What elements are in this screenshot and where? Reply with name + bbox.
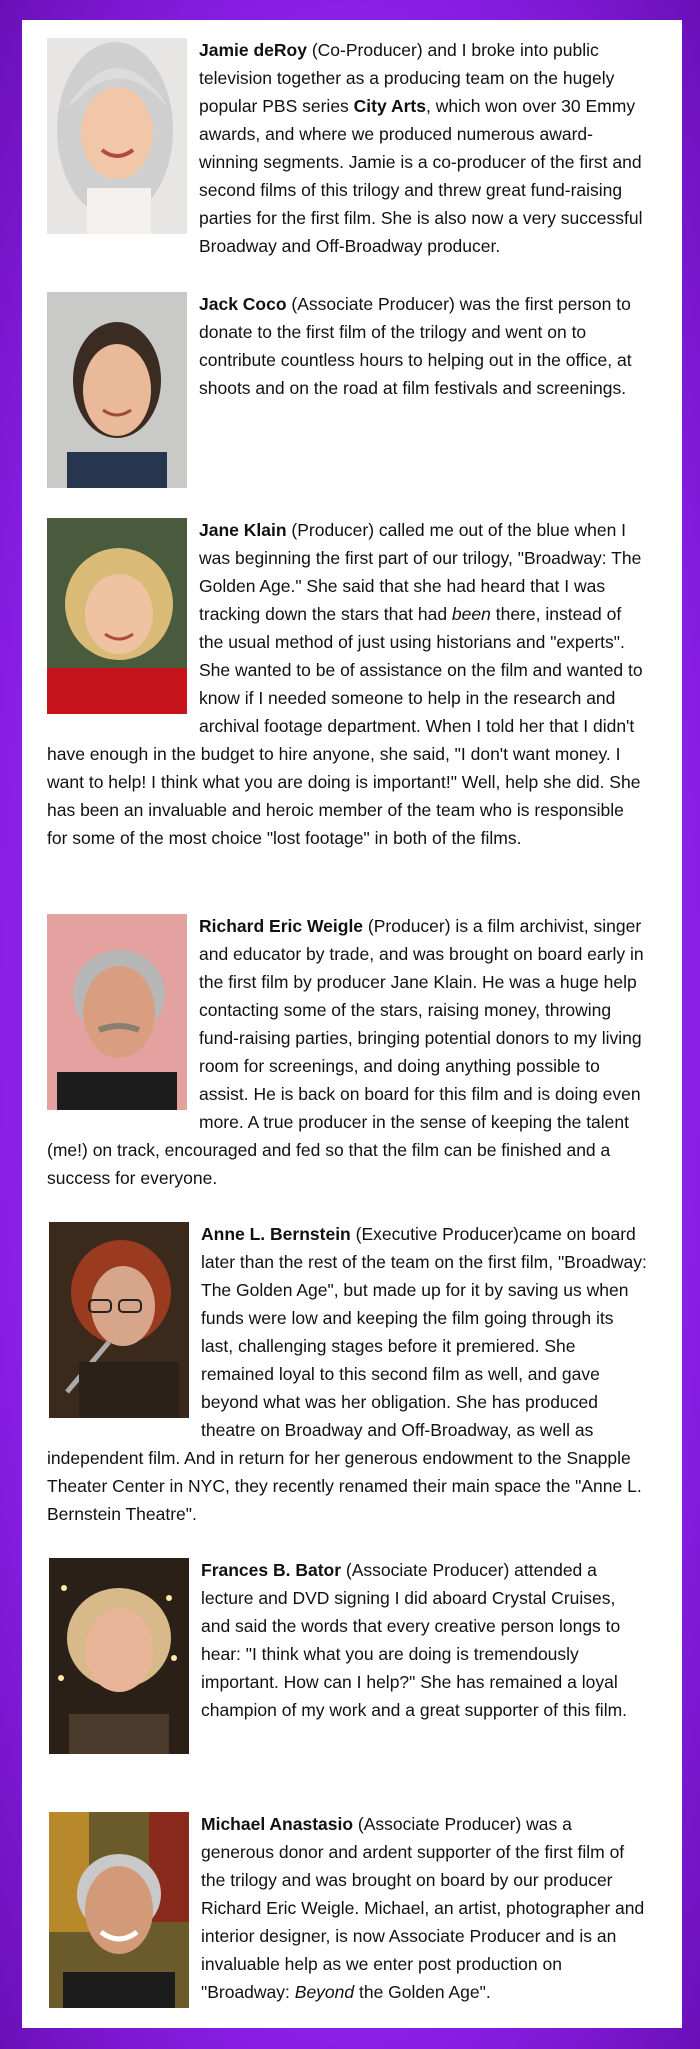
- portrait-photo-anne-l-bernstein: [49, 1222, 189, 1418]
- bio-name: Anne L. Bernstein: [201, 1224, 351, 1244]
- bio-michael-anastasio: Michael Anastasio (Associate Producer) was a generous donor and ardent supporter of the first film of the trilogy and was brought on board by our producer Richard Eric Weigle. Michael, an artist, photographer and interior designer, is now Associate Producer and is an invaluable help as we enter post production on "Broadway: Beyond the Golden Age".: [47, 1810, 648, 2012]
- bio-name: Jane Klain: [199, 520, 287, 540]
- bio-jamie-deroy: Jamie deRoy (Co-Producer) and I broke into public television together as a producing team on the hugely popular PBS series City Arts, which won over 30 Emmy awards, and where we produced numerous award-winning segments. Jamie is a co-producer of the first and second films of this trilogy and threw great fund-raising parties for the first film. She is also now a very successful Broadway and Off-Broadway producer.: [47, 36, 648, 260]
- portrait-michael-icon: [49, 1812, 189, 2008]
- bio-name: Frances B. Bator: [201, 1560, 342, 1580]
- portrait-photo-richard-eric-weigle: [47, 914, 187, 1110]
- portrait-frances-icon: [49, 1558, 189, 1754]
- bio-richard-eric-weigle: Richard Eric Weigle (Producer) is a film archivist, singer and educator by trade, and was brought on board early in the first film by producer Jane Klain. He was a huge help contacting some of the stars, raising money, throwing fund-raising parties, bringing potential donors to my living room for screenings, and doing anything possible to assist. He is back on board for this film and is doing even more. A true producer in the sense of keeping the talent (me!) on track, encouraged and fed so that the film can be finished and a success for everyone.: [47, 916, 644, 1188]
- portrait-photo-jack-coco: [47, 292, 187, 488]
- bio-name: Michael Anastasio: [201, 1814, 354, 1834]
- series-title: City Arts: [353, 96, 426, 116]
- bio-name: Jack Coco: [199, 294, 287, 314]
- portrait-photo-frances-b-bator: [49, 1558, 189, 1754]
- bio-page: [22, 20, 682, 2028]
- portrait-photo-michael-anastasio: [49, 1812, 189, 2008]
- bio-jane-klain: Jane Klain (Producer) called me out of the blue when I was beginning the first part of our trilogy, "Broadway: The Golden Age." She said that she had heard that I was tracking down the stars that had been there, instead of the usual method of just using historians and "experts". She wanted to be of assistance on the film and wanted to know if I needed someone to help in the research and archival footage department. When I told her that I didn't have enough in the budget to hire anyone, she said, "I don't want money. I want to help! I think what you are doing is important!" Well, help she did. She has been an invaluable and heroic member of the team who is responsible for some of the most choice "lost footage" in both of the films.: [47, 520, 643, 848]
- bio-anne-l-bernstein: Anne L. Bernstein (Executive Producer)came on board later than the rest of the team on the first film, "Broadway: The Golden Age", but made up for it by saving us when funds were low and keeping the film going through its last, challenging stages before it premiered. She remained loyal to this second film as well, and gave beyond what was her obligation. She has produced theatre on Broadway and Off-Broadway, as well as independent film. And in return for her generous endowment to the Snapple Theater Center in NYC, they recently renamed their main space the "Anne L. Bernstein Theatre".: [47, 1224, 647, 1524]
- portrait-jane-icon: [47, 518, 187, 714]
- bio-jack-coco: Jack Coco (Associate Producer) was the first person to donate to the first film of the trilogy and went on to contribute countless hours to helping out in the office, at shoots and on the road at film festivals and screenings.: [47, 290, 648, 492]
- bio-name: Richard Eric Weigle: [199, 916, 364, 936]
- portrait-anne-icon: [49, 1222, 189, 1418]
- portrait-photo-jane-klain: [47, 518, 187, 714]
- portrait-photo-jamie-deroy: [47, 38, 187, 234]
- bio-name: Jamie deRoy: [199, 40, 307, 60]
- portrait-richard-icon: [47, 914, 187, 1110]
- bio-frances-b-bator: Frances B. Bator (Associate Producer) attended a lecture and DVD signing I did aboard Crystal Cruises, and said the words that every creative person longs to hear: "I think what you are doing is tremendously important. How can I help?" She has remained a loyal champion of my work and a great supporter of this film.: [47, 1556, 648, 1758]
- portrait-jamie-icon: [47, 38, 187, 234]
- portrait-jack-icon: [47, 292, 187, 488]
